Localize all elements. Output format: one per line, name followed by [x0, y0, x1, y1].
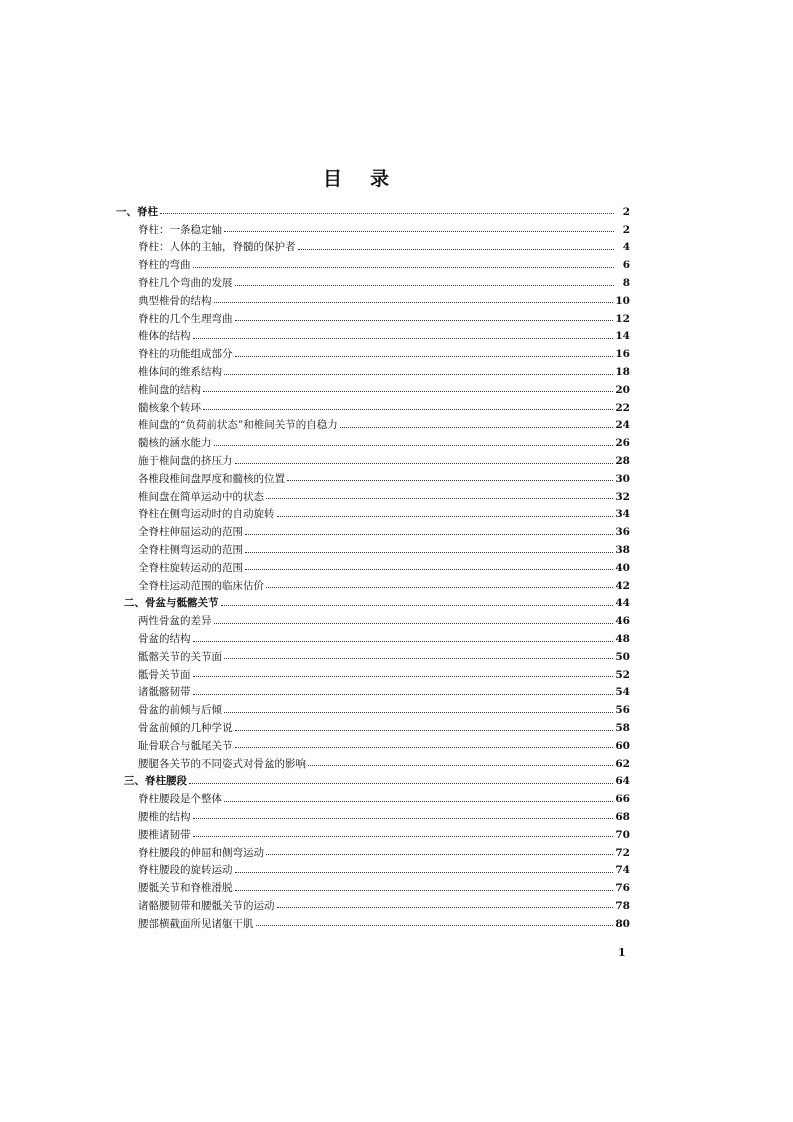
- dot-leader: [235, 747, 614, 748]
- toc-entry-page: 16: [615, 348, 630, 361]
- toc-entry[interactable]: [116, 861, 630, 879]
- toc-entry[interactable]: [116, 221, 630, 239]
- toc-entry-page: 22: [615, 401, 630, 414]
- dot-leader: [214, 623, 614, 624]
- toc-entry[interactable]: [116, 541, 630, 559]
- toc-entry-title: 脊柱腰段的伸屈和侧弯运动: [138, 846, 264, 859]
- toc-entry-title: 两性骨盆的差异: [138, 615, 212, 628]
- toc-entry-title: 髓核象个转环: [138, 401, 201, 414]
- toc-section-entry[interactable]: [116, 203, 630, 221]
- toc-entry-title: 腰椎诸韧带: [138, 828, 191, 841]
- toc-entry-page: 72: [615, 846, 630, 859]
- dot-leader: [193, 836, 614, 837]
- toc-entry[interactable]: [116, 790, 630, 808]
- toc-entry[interactable]: [116, 506, 630, 524]
- toc-entry-title: 脊柱的功能组成部分: [138, 348, 233, 361]
- toc-entry[interactable]: [116, 434, 630, 452]
- toc-entry-title: 典型椎骨的结构: [138, 294, 212, 307]
- dot-leader: [224, 231, 614, 232]
- toc-entry-title: 椎间盘的结构: [138, 383, 201, 396]
- toc-entry[interactable]: [116, 523, 630, 541]
- toc-entry[interactable]: [116, 363, 630, 381]
- toc-entry[interactable]: [116, 452, 630, 470]
- toc-entry-title: 脊柱几个弯曲的发展: [138, 277, 233, 290]
- dot-leader: [214, 445, 614, 446]
- dot-leader: [193, 694, 614, 695]
- dot-leader: [203, 409, 613, 410]
- toc-entry-page: 56: [615, 704, 630, 717]
- toc-entry-title: 全脊柱侧弯运动的范围: [138, 544, 243, 557]
- toc-entry[interactable]: [116, 488, 630, 506]
- toc-entry-page: 70: [615, 828, 630, 841]
- dot-leader: [235, 356, 614, 357]
- toc-entry-page: 30: [615, 472, 630, 485]
- toc-entry-page: 38: [615, 544, 630, 557]
- toc-entry-page: 64: [615, 775, 630, 788]
- toc-entry-title: 脊柱腰段的旋转运动: [138, 864, 233, 877]
- toc-entry-title: 腰椎的结构: [138, 810, 191, 823]
- dot-leader: [189, 783, 613, 784]
- toc-entry-title: 二、骨盆与骶髂关节: [124, 597, 219, 610]
- dot-leader: [266, 587, 613, 588]
- toc-entry-title: 诸骶髂韧带: [138, 686, 191, 699]
- dot-leader: [308, 765, 613, 766]
- toc-entry-title: 全脊柱运动范围的临床估价: [138, 579, 264, 592]
- dot-leader: [193, 338, 614, 339]
- toc-entry[interactable]: [116, 399, 630, 417]
- dot-leader: [235, 285, 615, 286]
- toc-entry[interactable]: [116, 719, 630, 737]
- toc-entry-page: 10: [615, 294, 630, 307]
- dot-leader: [266, 498, 613, 499]
- toc-entry-title: 骨盆的结构: [138, 633, 191, 646]
- toc-entry-title: 椎体的结构: [138, 330, 191, 343]
- toc-section-entry[interactable]: [116, 595, 630, 613]
- toc-entry-title: 骶骨关节面: [138, 668, 191, 681]
- toc-entry-title: 骶髂关节的关节面: [138, 650, 222, 663]
- dot-leader: [340, 427, 614, 428]
- toc-entry-page: 66: [615, 793, 630, 806]
- toc-entry-page: 20: [615, 383, 630, 396]
- toc-entry-title: 脊柱的弯曲: [138, 259, 191, 272]
- toc-entry-page: 32: [615, 490, 630, 503]
- toc-entry-title: 髓核的涵水能力: [138, 437, 212, 450]
- toc-entry-page: 60: [615, 739, 630, 752]
- dot-leader: [256, 925, 614, 926]
- dot-leader: [245, 569, 613, 570]
- toc-entry[interactable]: [116, 897, 630, 915]
- dot-leader: [235, 730, 614, 731]
- toc-entry[interactable]: [116, 915, 630, 933]
- page-title: 目录: [322, 168, 417, 190]
- toc-entry-page: 52: [615, 668, 630, 681]
- dot-leader: [193, 641, 614, 642]
- toc-entry-page: 58: [615, 722, 630, 734]
- toc-entry-page: 24: [615, 419, 630, 432]
- toc-entry[interactable]: [116, 328, 630, 346]
- toc-entry[interactable]: [116, 879, 630, 897]
- toc-entry-title: 腰部横截面所见诸躯干肌: [138, 917, 254, 930]
- toc-entry[interactable]: [116, 310, 630, 328]
- toc-entry-page: 8: [622, 277, 630, 290]
- dot-leader: [235, 872, 614, 873]
- toc-entry-title: 施于椎间盘的挤压力: [138, 455, 233, 468]
- toc-entry[interactable]: [116, 755, 630, 773]
- toc-entry-title: 脊柱腰段是个整体: [138, 793, 222, 806]
- dot-leader: [287, 480, 613, 481]
- toc-entry-title: 骨盆前倾的几种学说: [138, 722, 233, 734]
- toc-entry-page: 2: [622, 223, 630, 236]
- toc-entry-page: 48: [615, 633, 630, 646]
- toc-entry[interactable]: [116, 239, 630, 257]
- dot-leader: [160, 213, 614, 214]
- page-number: 1: [618, 946, 626, 959]
- toc-entry-title: 全脊柱旋转运动的范围: [138, 561, 243, 574]
- dot-leader: [277, 516, 614, 517]
- toc-entry-page: 80: [615, 917, 630, 930]
- toc-entry-title: 脊柱：一条稳定轴: [138, 223, 222, 236]
- toc-entry[interactable]: [116, 808, 630, 826]
- toc-entry-page: 42: [615, 579, 630, 592]
- dot-leader: [235, 320, 614, 321]
- dot-leader: [298, 249, 615, 250]
- toc-entry[interactable]: [116, 826, 630, 844]
- toc-entry-page: 18: [615, 366, 630, 379]
- dot-leader: [235, 463, 614, 464]
- dot-leader: [193, 818, 614, 819]
- toc-entry-title: 诸骼腰韧带和腰骶关节的运动: [138, 899, 275, 912]
- toc-entry-title: 腰腿各关节的不同姿式对骨盆的影响: [138, 757, 306, 770]
- dot-leader: [203, 391, 613, 392]
- dot-leader: [224, 658, 613, 659]
- toc-entry-title: 腰骶关节和脊椎滑脱: [138, 882, 233, 895]
- toc-entry-page: 40: [615, 561, 630, 574]
- toc-entry[interactable]: [116, 844, 630, 862]
- dot-leader: [193, 676, 614, 677]
- toc-entry[interactable]: [116, 666, 630, 684]
- toc-entry-page: 28: [615, 455, 630, 468]
- toc-entry-title: 各椎段椎间盘厚度和髓核的位置: [138, 472, 285, 485]
- dot-leader: [221, 605, 614, 606]
- toc-entry-page: 76: [615, 882, 630, 895]
- toc-entry[interactable]: [116, 381, 630, 399]
- toc-entry[interactable]: [116, 684, 630, 702]
- toc-entry[interactable]: [116, 345, 630, 363]
- toc-entry[interactable]: [116, 612, 630, 630]
- toc-entry[interactable]: [116, 648, 630, 666]
- toc-entry-page: 78: [615, 899, 630, 912]
- toc-entry[interactable]: [116, 470, 630, 488]
- toc-entry-title: 三、脊柱腰段: [124, 775, 187, 788]
- toc-entry-page: 26: [615, 437, 630, 450]
- table-of-contents: [116, 203, 630, 933]
- dot-leader: [224, 374, 613, 375]
- toc-entry-page: 12: [615, 312, 630, 325]
- toc-entry-title: 脊柱：人体的主轴，脊髓的保护者: [138, 241, 296, 254]
- toc-entry-page: 36: [615, 526, 630, 539]
- toc-entry[interactable]: [116, 701, 630, 719]
- dot-leader: [266, 854, 613, 855]
- toc-entry-title: 全脊柱伸屈运动的范围: [138, 526, 243, 539]
- toc-entry[interactable]: [116, 256, 630, 274]
- dot-leader: [245, 552, 613, 553]
- toc-entry[interactable]: [116, 274, 630, 292]
- toc-entry-title: 椎间盘的“负荷前状态”和椎间关节的自稳力: [138, 419, 338, 432]
- toc-entry[interactable]: [116, 577, 630, 595]
- toc-entry-title: 一、脊柱: [116, 205, 158, 218]
- toc-entry-page: 34: [615, 508, 630, 521]
- toc-entry-page: 14: [615, 330, 630, 343]
- toc-entry-title: 椎体间的维系结构: [138, 366, 222, 379]
- toc-entry-page: 54: [615, 686, 630, 699]
- toc-section-entry[interactable]: [116, 773, 630, 791]
- toc-entry-page: 2: [622, 205, 630, 218]
- toc-entry-page: 4: [622, 241, 630, 254]
- toc-entry-page: 44: [615, 597, 630, 610]
- toc-entry[interactable]: [116, 630, 630, 648]
- dot-leader: [235, 890, 614, 891]
- dot-leader: [277, 907, 614, 908]
- dot-leader: [224, 712, 613, 713]
- dot-leader: [214, 302, 614, 303]
- toc-entry-page: 46: [615, 615, 630, 628]
- toc-entry-page: 68: [615, 810, 630, 823]
- toc-entry[interactable]: [116, 559, 630, 577]
- dot-leader: [245, 534, 613, 535]
- toc-entry-title: 脊柱在侧弯运动时的自动旋转: [138, 508, 275, 521]
- toc-entry-title: 耻骨联合与骶尾关节: [138, 739, 233, 752]
- toc-entry-page: 6: [622, 259, 630, 272]
- dot-leader: [224, 801, 613, 802]
- toc-entry[interactable]: [116, 737, 630, 755]
- toc-entry-page: 74: [615, 864, 630, 877]
- toc-entry-title: 骨盆的前倾与后倾: [138, 704, 222, 717]
- toc-entry-title: 椎间盘在简单运动中的状态: [138, 490, 264, 503]
- toc-entry-page: 62: [615, 757, 630, 770]
- toc-entry[interactable]: [116, 292, 630, 310]
- dot-leader: [193, 267, 615, 268]
- toc-entry[interactable]: [116, 417, 630, 435]
- toc-entry-title: 脊柱的几个生理弯曲: [138, 312, 233, 325]
- toc-entry-page: 50: [615, 650, 630, 663]
